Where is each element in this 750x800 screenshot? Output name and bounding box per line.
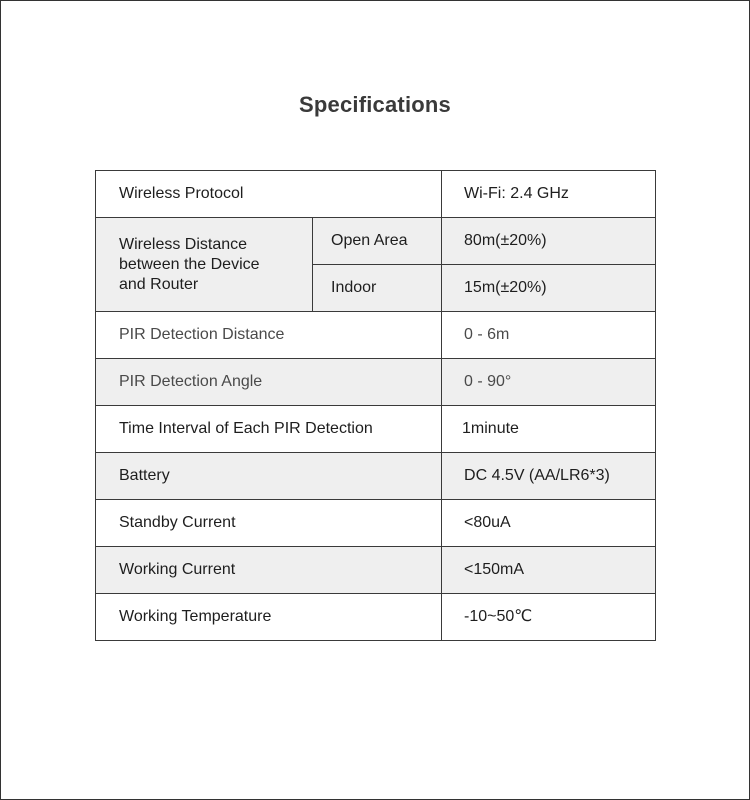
spec-value: Wi-Fi: 2.4 GHz (442, 171, 656, 218)
table-row (96, 171, 656, 218)
spec-value: 0 - 6m (442, 312, 656, 359)
page-title: Specifications (299, 92, 451, 117)
spec-value: -10~50℃ (442, 594, 656, 641)
spec-label: Wireless Protocol (96, 171, 442, 218)
table-row (96, 312, 656, 359)
spec-sub-label: Open Area (313, 218, 442, 265)
table-row (96, 500, 656, 547)
spec-label: Battery (96, 453, 442, 500)
spec-value: 80m(±20%) (442, 218, 656, 265)
spec-label-line: between the Device (119, 255, 260, 273)
spec-sub-label: Indoor (313, 265, 442, 312)
spec-label: Time Interval of Each PIR Detection (96, 406, 442, 453)
spec-value: <80uA (442, 500, 656, 547)
spec-label: PIR Detection Angle (96, 359, 442, 406)
table-row (96, 547, 656, 594)
spec-value: 1minute (442, 406, 656, 453)
spec-label-line: and Router (119, 275, 199, 293)
spec-value: 15m(±20%) (442, 265, 656, 312)
spec-label-line: Wireless Distance (119, 235, 248, 253)
spec-value: <150mA (442, 547, 656, 594)
table-row (96, 453, 656, 500)
spec-label: PIR Detection Distance (96, 312, 442, 359)
spec-label: Working Current (96, 547, 442, 594)
table-row (96, 218, 656, 265)
specifications-table (95, 170, 656, 641)
spec-label: Working Temperature (96, 594, 442, 641)
table-row (96, 406, 656, 453)
table-row (96, 359, 656, 406)
spec-value: DC 4.5V (AA/LR6*3) (442, 453, 656, 500)
table-row (96, 594, 656, 641)
spec-label: Standby Current (96, 500, 442, 547)
spec-value: 0 - 90° (442, 359, 656, 406)
spec-label (96, 218, 313, 312)
